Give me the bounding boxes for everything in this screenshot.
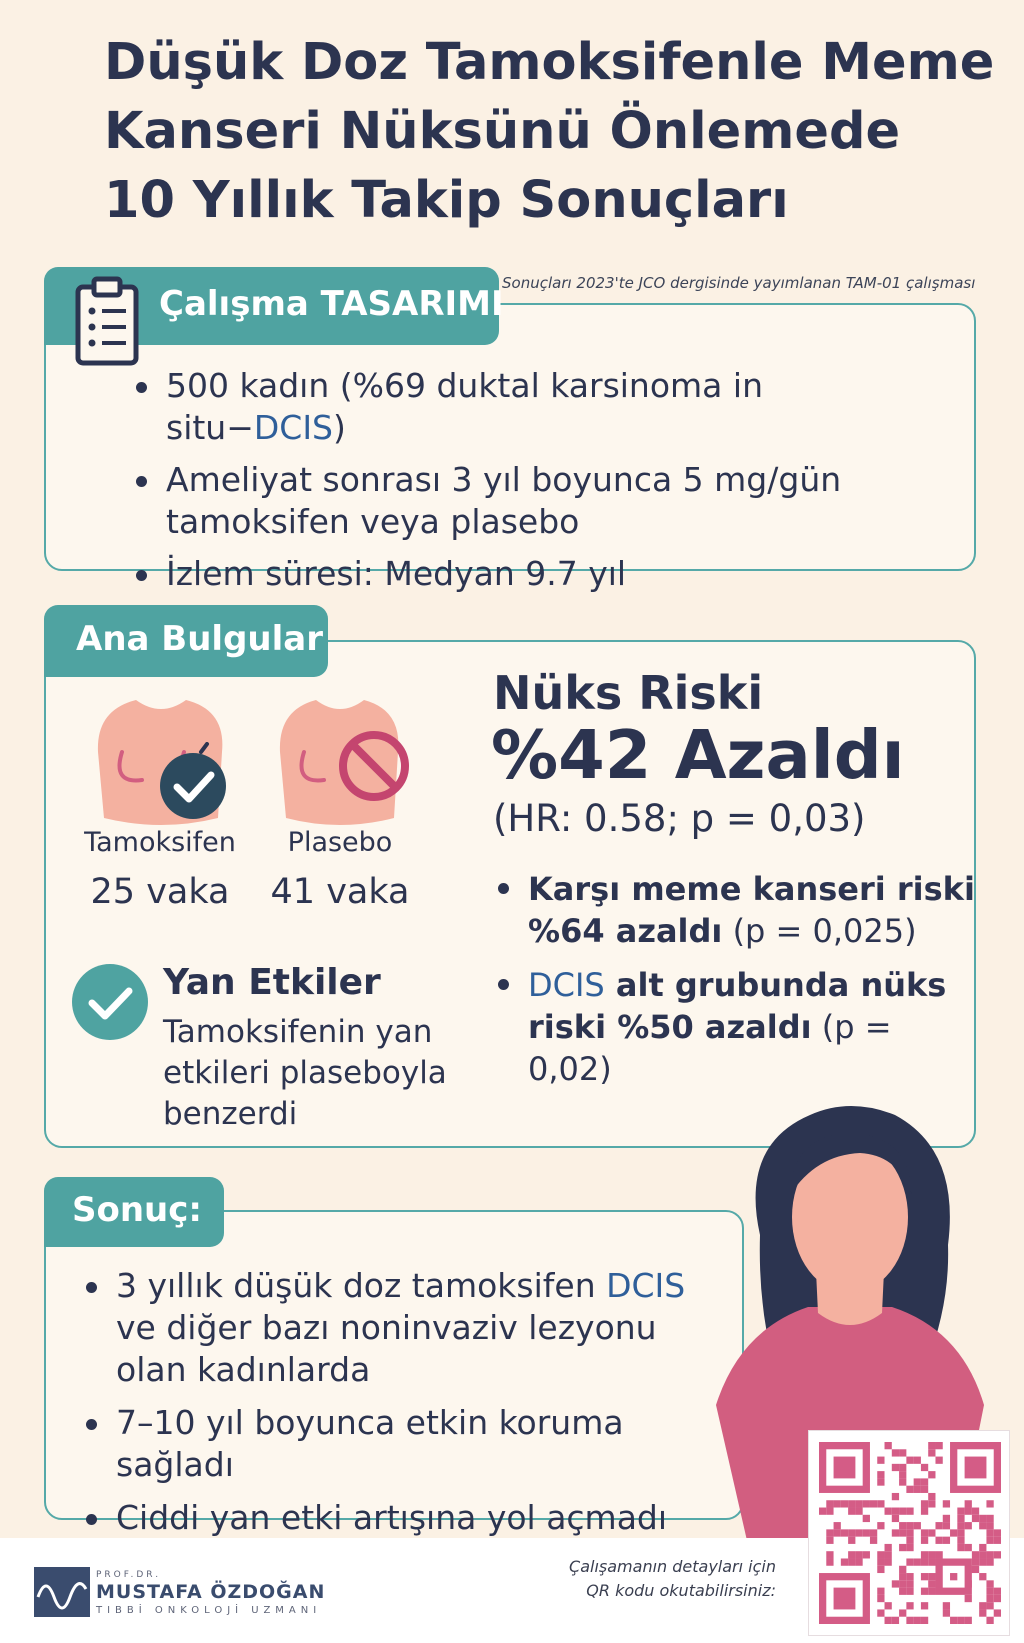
qr-module — [899, 1588, 906, 1595]
qr-module — [855, 1508, 862, 1515]
qr-module — [870, 1529, 877, 1536]
qr-module — [921, 1558, 928, 1565]
qr-module — [957, 1617, 964, 1624]
qr-module — [935, 1442, 942, 1449]
check-icon — [157, 742, 229, 820]
qr-module — [972, 1551, 979, 1558]
qr-module — [899, 1508, 906, 1515]
qr-module — [899, 1449, 906, 1456]
findings-tab — [44, 605, 328, 677]
qr-module — [972, 1515, 979, 1522]
qr-module — [885, 1442, 892, 1449]
qr-module — [855, 1558, 862, 1565]
qr-module — [921, 1478, 928, 1485]
qr-code-frame[interactable] — [808, 1430, 1010, 1636]
qr-module — [986, 1529, 993, 1536]
qr-module — [965, 1617, 972, 1624]
conclusion-bullet-1 — [80, 1265, 720, 1391]
side-effects-check-icon — [70, 962, 150, 1042]
qr-module — [892, 1508, 899, 1515]
qr-module — [957, 1508, 964, 1515]
qr-module — [957, 1515, 964, 1522]
qr-module — [877, 1588, 884, 1595]
qr-module — [994, 1609, 1001, 1616]
qr-module — [994, 1551, 1001, 1558]
qr-module — [986, 1617, 993, 1624]
qr-module — [834, 1500, 841, 1507]
qr-module — [870, 1537, 877, 1544]
qr-module — [906, 1508, 913, 1515]
qr-module — [848, 1500, 855, 1507]
qr-module — [899, 1522, 906, 1529]
qr-module — [834, 1588, 856, 1610]
qr-module — [928, 1573, 935, 1580]
conclusion-bullet-2: 7–10 yıl boyunca etkin koruma sağladı — [80, 1402, 720, 1486]
design-bullet-2 — [130, 459, 930, 543]
qr-module — [885, 1551, 892, 1558]
qr-module — [943, 1515, 950, 1522]
qr-module — [906, 1457, 913, 1464]
risk-title: Nüks Riski — [493, 666, 764, 720]
qr-module — [841, 1500, 848, 1507]
qr-module — [906, 1486, 913, 1493]
qr-module — [986, 1602, 993, 1609]
qr-module — [943, 1602, 950, 1609]
qr-module — [921, 1617, 928, 1624]
qr-module — [986, 1537, 993, 1544]
tamoxifen-label: Tamoksifen — [84, 827, 236, 858]
dcis-term: DCIS — [253, 408, 334, 447]
qr-module — [928, 1580, 935, 1587]
qr-module — [928, 1558, 935, 1565]
risk-stats: (HR: 0.58; p = 0,03) — [493, 797, 866, 840]
qr-module — [848, 1551, 855, 1558]
qr-module — [892, 1464, 899, 1471]
qr-module — [986, 1551, 993, 1558]
qr-module — [979, 1602, 986, 1609]
qr-module — [855, 1551, 862, 1558]
qr-module — [921, 1486, 928, 1493]
qr-module — [834, 1457, 856, 1479]
qr-module — [914, 1558, 921, 1565]
qr-module — [986, 1580, 993, 1587]
qr-module — [972, 1566, 979, 1573]
qr-module — [986, 1522, 993, 1529]
qr-module — [892, 1449, 899, 1456]
dcis-term: DCIS — [528, 966, 605, 1004]
design-bullet-2-line1: Ameliyat sonrası 3 yıl boyunca 5 mg/gün — [166, 460, 842, 499]
qr-module — [979, 1515, 986, 1522]
conclusion-bullet-1-pre: 3 yıllık düşük doz tamoksifen — [116, 1266, 607, 1305]
qr-module — [921, 1508, 928, 1515]
tamoxifen-cases: 25 vaka — [90, 872, 230, 912]
qr-line-1: Çalışamanın detayları için — [569, 1557, 776, 1576]
qr-module — [885, 1544, 892, 1551]
qr-module — [921, 1573, 928, 1580]
qr-module — [826, 1537, 833, 1544]
qr-module — [986, 1595, 993, 1602]
qr-module — [921, 1551, 928, 1558]
qr-module — [877, 1457, 884, 1464]
qr-module — [965, 1544, 972, 1551]
qr-module — [863, 1515, 870, 1522]
qr-module — [965, 1457, 987, 1479]
qr-module — [826, 1500, 833, 1507]
qr-module — [965, 1500, 972, 1507]
qr-module — [826, 1558, 833, 1565]
qr-line-2: QR kodu okutabilirsiniz: — [586, 1581, 776, 1600]
conclusion-bullets — [80, 1265, 720, 1550]
logo-icon — [34, 1567, 90, 1617]
qr-module — [979, 1573, 986, 1580]
qr-module — [914, 1478, 921, 1485]
qr-code[interactable] — [819, 1442, 1001, 1624]
qr-module — [935, 1537, 942, 1544]
qr-module — [877, 1478, 884, 1485]
source-note: Sonuçları 2023'te JCO dergisinde yayımlanan TAM-01 çalışması — [502, 274, 976, 292]
qr-module — [928, 1551, 935, 1558]
design-bullet-2-line2: tamoksifen veya plasebo — [166, 502, 580, 541]
qr-module — [994, 1537, 1001, 1544]
qr-module — [921, 1588, 928, 1595]
qr-module — [892, 1515, 899, 1522]
qr-module — [863, 1500, 870, 1507]
qr-module — [906, 1602, 913, 1609]
logo-subtitle: TIBBİ ONKOLOJİ UZMANI — [96, 1605, 322, 1616]
design-bullet-1 — [130, 365, 930, 449]
design-bullet-1-end: ) — [333, 408, 346, 447]
conclusion-bullet-1-post: ve diğer bazı noninvaziv lezyonu olan kadınlarda — [116, 1308, 657, 1389]
qr-module — [957, 1537, 964, 1544]
qr-module — [950, 1573, 957, 1580]
design-bullet-3: İzlem süresi: Medyan 9.7 yıl — [130, 553, 930, 595]
placebo-label: Plasebo — [287, 827, 393, 858]
qr-module — [885, 1558, 892, 1565]
findings-bullets — [492, 868, 982, 1102]
qr-module — [877, 1566, 884, 1573]
qr-module — [986, 1515, 993, 1522]
conclusion-tab-label: Sonuç: — [72, 1190, 203, 1230]
qr-instructions — [540, 1555, 776, 1603]
qr-module — [935, 1522, 942, 1529]
qr-module — [899, 1529, 906, 1536]
qr-module — [892, 1580, 899, 1587]
title-line-2: Kanseri Nüksünü Önlemede — [104, 102, 901, 161]
qr-module — [914, 1522, 921, 1529]
qr-module — [834, 1522, 841, 1529]
qr-module — [892, 1493, 899, 1500]
qr-module — [928, 1588, 935, 1595]
qr-module — [848, 1529, 855, 1536]
qr-module — [863, 1529, 870, 1536]
qr-module — [928, 1442, 935, 1449]
clipboard-icon — [70, 273, 150, 369]
conclusion-tab — [44, 1177, 224, 1247]
qr-module — [899, 1566, 906, 1573]
qr-module — [885, 1617, 892, 1624]
qr-module — [892, 1617, 899, 1624]
qr-module — [899, 1464, 906, 1471]
qr-module — [841, 1529, 848, 1536]
qr-module — [899, 1478, 906, 1485]
qr-module — [899, 1471, 906, 1478]
qr-module — [863, 1551, 870, 1558]
qr-module — [914, 1617, 921, 1624]
qr-module — [979, 1551, 986, 1558]
title-line-1: Düşük Doz Tamoksifenle Meme — [104, 33, 995, 92]
qr-module — [877, 1595, 884, 1602]
qr-module — [826, 1551, 833, 1558]
qr-module — [928, 1500, 935, 1507]
qr-module — [979, 1558, 986, 1565]
qr-module — [848, 1558, 855, 1565]
qr-module — [906, 1617, 913, 1624]
logo-prefix: PROF.DR. — [96, 1570, 162, 1580]
qr-module — [826, 1508, 833, 1515]
prohibited-icon — [336, 728, 412, 804]
qr-module — [928, 1529, 935, 1536]
findings-bullet-2 — [492, 964, 982, 1090]
qr-module — [972, 1558, 979, 1565]
qr-module — [899, 1573, 906, 1580]
qr-module — [986, 1558, 993, 1565]
qr-module — [957, 1522, 964, 1529]
qr-module — [921, 1602, 928, 1609]
logo-name: MUSTAFA ÖZDOĞAN — [96, 1581, 326, 1603]
qr-module — [965, 1508, 972, 1515]
qr-module — [885, 1602, 892, 1609]
findings-bullet-1-stat: (p = 0,025) — [722, 912, 917, 950]
qr-module — [855, 1529, 862, 1536]
qr-module — [957, 1529, 964, 1536]
conclusion-bullet-3: Ciddi yan etki artışına yol açmadı — [80, 1497, 720, 1539]
qr-module — [986, 1588, 993, 1595]
qr-module — [935, 1551, 942, 1558]
qr-module — [848, 1537, 855, 1544]
qr-module — [834, 1529, 841, 1536]
qr-module — [921, 1464, 928, 1471]
findings-bullet-1 — [492, 868, 982, 952]
qr-module — [906, 1537, 913, 1544]
qr-module — [877, 1551, 884, 1558]
qr-module — [994, 1529, 1001, 1536]
qr-module — [928, 1449, 935, 1456]
qr-module — [899, 1609, 906, 1616]
findings-bullet-1-text: Karşı meme kanseri riski %64 azaldı — [528, 870, 975, 950]
qr-module — [877, 1522, 884, 1529]
qr-module — [943, 1537, 950, 1544]
qr-module — [848, 1508, 855, 1515]
qr-module — [994, 1588, 1001, 1595]
qr-module — [906, 1522, 913, 1529]
qr-module — [950, 1529, 957, 1536]
qr-module — [819, 1508, 826, 1515]
qr-module — [892, 1529, 899, 1536]
qr-module — [906, 1558, 913, 1565]
qr-module — [877, 1558, 884, 1565]
qr-module — [841, 1558, 848, 1565]
qr-module — [877, 1609, 884, 1616]
qr-module — [928, 1493, 935, 1500]
qr-module — [972, 1508, 979, 1515]
design-bullet-1-text: 500 kadın (%69 duktal karsinoma in situ− — [166, 366, 763, 447]
qr-module — [935, 1457, 942, 1464]
findings-bullet-2-text: alt grubunda nüks riski %50 azaldı — [528, 966, 947, 1046]
qr-module — [877, 1500, 884, 1507]
qr-module — [877, 1471, 884, 1478]
qr-module — [906, 1580, 913, 1587]
qr-module — [899, 1580, 906, 1587]
qr-module — [921, 1537, 928, 1544]
qr-module — [870, 1500, 877, 1507]
qr-module — [906, 1588, 913, 1595]
qr-module — [906, 1529, 913, 1536]
qr-module — [943, 1522, 950, 1529]
qr-module — [914, 1486, 921, 1493]
findings-bullet-2-stat: (p = 0,02) — [528, 1008, 892, 1088]
qr-module — [986, 1500, 993, 1507]
qr-module — [899, 1544, 906, 1551]
title-line-3: 10 Yıllık Takip Sonuçları — [104, 171, 789, 230]
qr-module — [994, 1595, 1001, 1602]
qr-module — [979, 1544, 986, 1551]
qr-module — [855, 1500, 862, 1507]
qr-module — [921, 1500, 928, 1507]
qr-module — [943, 1609, 950, 1616]
design-bullets — [130, 365, 930, 605]
qr-module — [965, 1522, 972, 1529]
design-tab-label: Çalışma TASARIMI — [159, 284, 504, 324]
qr-module — [921, 1529, 928, 1536]
qr-module — [957, 1544, 964, 1551]
qr-module — [943, 1500, 950, 1507]
qr-module — [906, 1573, 913, 1580]
findings-tab-label: Ana Bulgular — [76, 619, 323, 659]
dcis-term: DCIS — [606, 1266, 686, 1305]
placebo-cases: 41 vaka — [270, 872, 410, 912]
qr-module — [928, 1471, 935, 1478]
qr-module — [979, 1609, 986, 1616]
qr-module — [885, 1508, 892, 1515]
qr-module — [906, 1544, 913, 1551]
side-effects-title: Yan Etkiler — [163, 962, 381, 1003]
qr-module — [826, 1529, 833, 1536]
qr-module — [965, 1595, 972, 1602]
side-effects-text: Tamoksifenin yan etkileri plaseboyla benzerdi — [163, 1014, 447, 1132]
qr-module — [950, 1617, 957, 1624]
qr-module — [914, 1457, 921, 1464]
page-title — [104, 28, 995, 235]
risk-value: %42 Azaldı — [491, 716, 905, 794]
qr-module — [979, 1522, 986, 1529]
